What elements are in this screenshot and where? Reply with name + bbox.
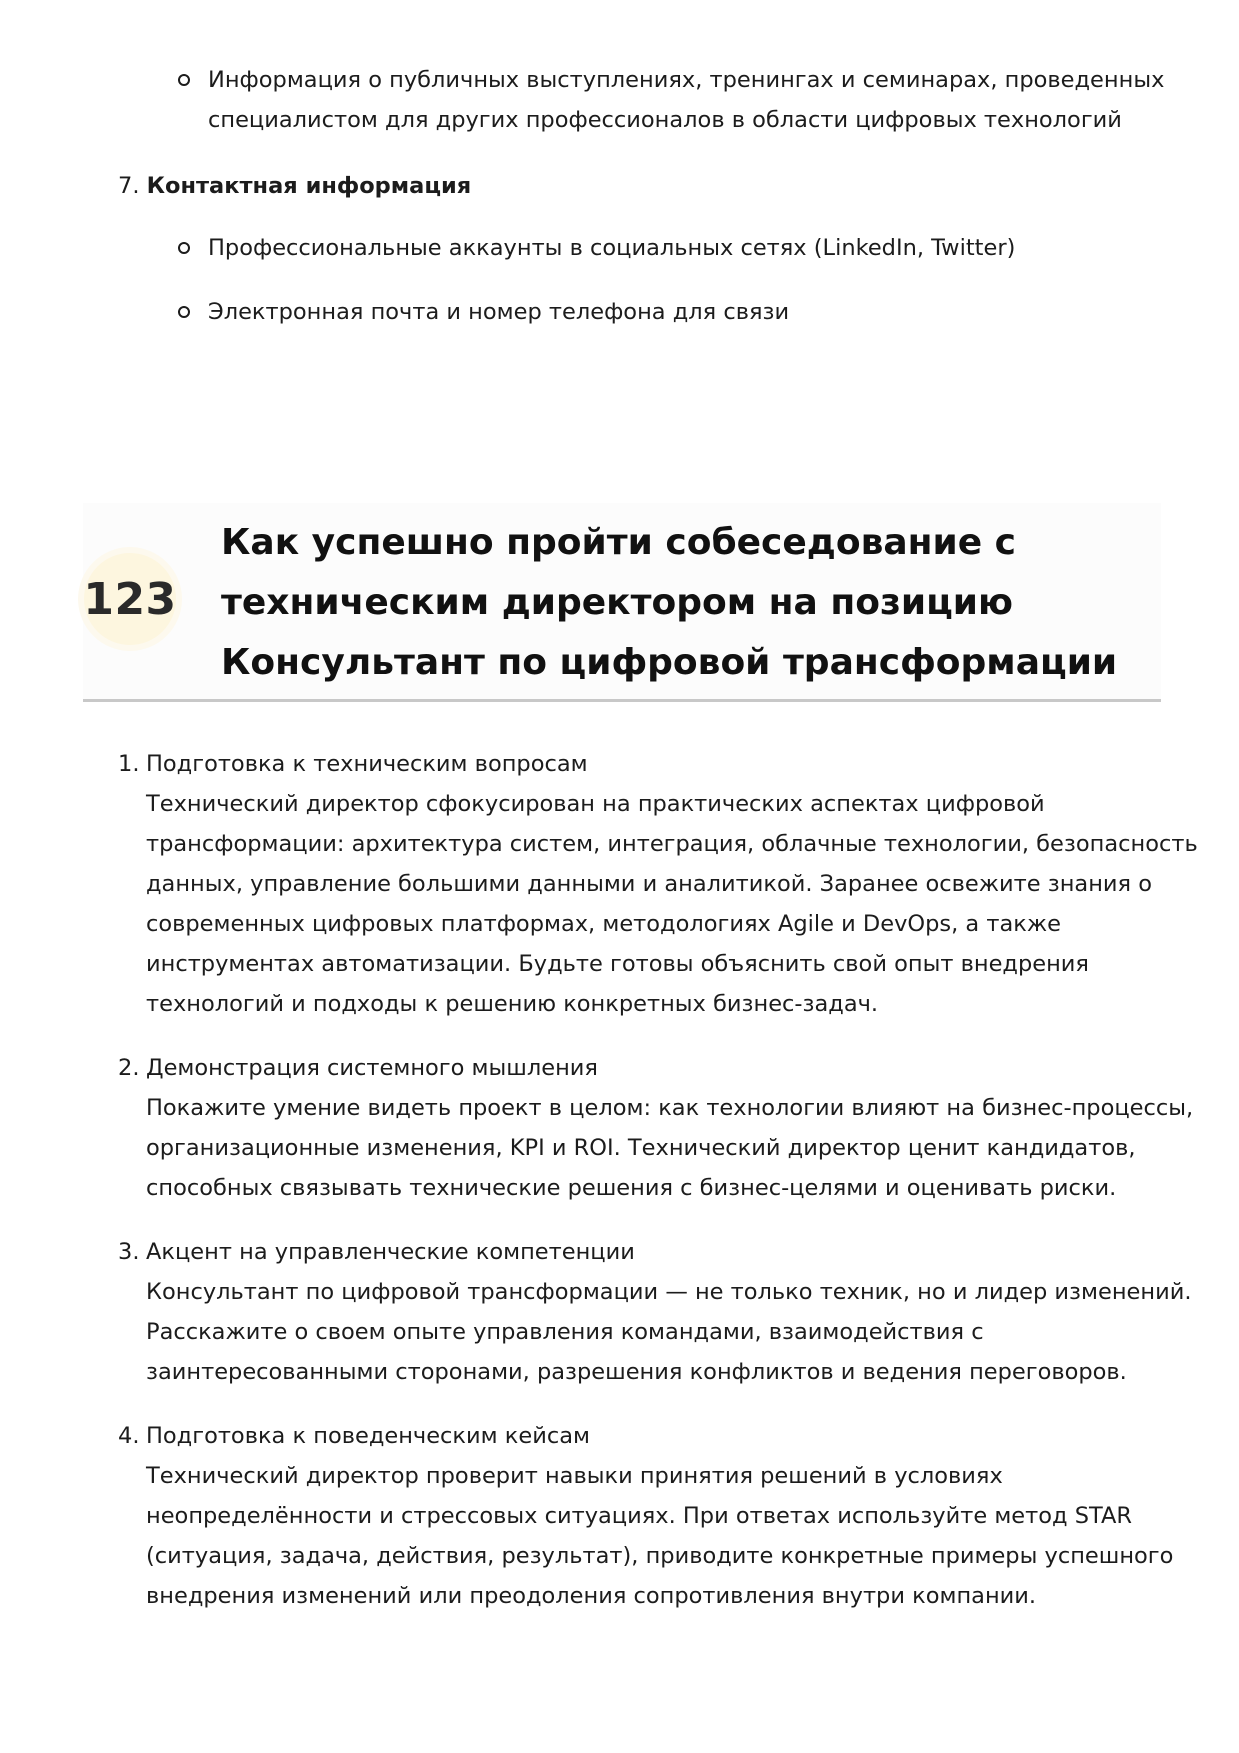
list-item-text: Электронная почта и номер телефона для связи [208, 299, 790, 325]
list-item [178, 228, 1158, 268]
item-text-line: Технический директор проверит навыки принятия решений в условиях [146, 1463, 1003, 1489]
numbered-heading-label: Контактная информация [146, 173, 472, 199]
item-text-line: неопределённости и стрессовых ситуациях. При ответах используйте метод STAR [146, 1503, 1133, 1529]
item-text-line: трансформации: архитектура систем, интеграция, облачные технологии, безопасность [146, 831, 1198, 857]
numbered-list-item [118, 1232, 1192, 1392]
item-heading: Подготовка к техническим вопросам [146, 751, 588, 777]
item-text-line: Технический директор сфокусирован на практических аспектах цифровой [146, 791, 1045, 817]
numbered-list-item [118, 1048, 1194, 1208]
list-number: 7. [118, 173, 140, 199]
numbered-list-item [118, 744, 1198, 1024]
numbered-heading [118, 166, 471, 206]
item-heading: Демонстрация системного мышления [146, 1055, 598, 1081]
item-text-line: (ситуация, задача, действия, результат), приводите конкретные примеры успешного [146, 1543, 1174, 1569]
item-heading: Акцент на управленческие компетенции [146, 1239, 635, 1265]
section-title [221, 513, 1141, 693]
section-title-line: техническим директором на позицию [221, 582, 1014, 623]
circle-bullet-icon [178, 306, 190, 318]
list-item-text: Профессиональные аккаунты в социальных сетях (LinkedIn, Twitter) [208, 235, 1016, 261]
section-title-line: Консультант по цифровой трансформации [221, 642, 1118, 683]
item-text-line: инструментах автоматизации. Будьте готовы объяснить свой опыт внедрения [146, 951, 1089, 977]
item-text-line: способных связывать технические решения с бизнес-целями и оценивать риски. [146, 1175, 1117, 1201]
item-heading: Подготовка к поведенческим кейсам [146, 1423, 590, 1449]
section-number-badge [84, 553, 176, 645]
list-item-text: Информация о публичных выступлениях, тренингах и семинарах, проведенных [208, 67, 1165, 93]
item-text-line: технологий и подходы к решению конкретных бизнес-задач. [146, 991, 879, 1017]
item-text-line: заинтересованными сторонами, разрешения конфликтов и ведения переговоров. [146, 1359, 1127, 1385]
item-text-line: Покажите умение видеть проект в целом: как технологии влияют на бизнес-процессы, [146, 1095, 1194, 1121]
list-number: 3. [118, 1239, 140, 1265]
list-number: 1. [118, 751, 140, 777]
item-text-line: данных, управление большими данными и аналитикой. Заранее освежите знания о [146, 871, 1152, 897]
item-text-line: внедрения изменений или преодоления сопротивления внутри компании. [146, 1583, 1037, 1609]
circle-bullet-icon [178, 74, 190, 86]
section-title-line: Как успешно пройти собеседование с [221, 522, 1017, 563]
list-number: 2. [118, 1055, 140, 1081]
item-text-line: Расскажите о своем опыте управления командами, взаимодействия с [146, 1319, 984, 1345]
list-number: 4. [118, 1423, 140, 1449]
section-number: 123 [83, 573, 177, 625]
item-text-line: Консультант по цифровой трансформации — не только техник, но и лидер изменений. [146, 1279, 1192, 1305]
numbered-list-item [118, 1416, 1174, 1616]
item-text-line: современных цифровых платформах, методологиях Agile и DevOps, а также [146, 911, 1061, 937]
item-text-line: организационные изменения, KPI и ROI. Технический директор ценит кандидатов, [146, 1135, 1136, 1161]
list-item [178, 292, 1158, 332]
list-item-text: специалистом для других профессионалов в области цифровых технологий [208, 107, 1122, 133]
list-item [178, 60, 1165, 140]
circle-bullet-icon [178, 242, 190, 254]
